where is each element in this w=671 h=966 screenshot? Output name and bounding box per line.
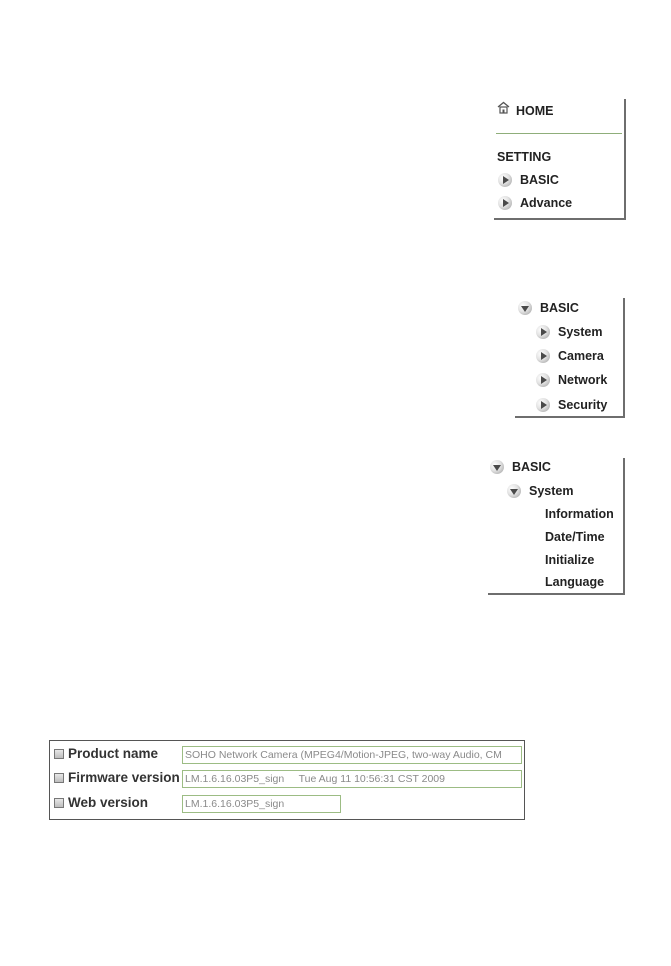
web-version-field[interactable]: LM.1.6.16.03P5_sign [182, 795, 341, 813]
web-version-row [54, 795, 148, 810]
firmware-version-field[interactable]: LM.1.6.16.03P5_sign Tue Aug 11 10:56:31 CST 2009 [182, 770, 522, 788]
home-link[interactable] [516, 103, 554, 119]
bullet-square-icon [54, 773, 64, 783]
system-header[interactable]: System [507, 483, 573, 499]
main-menu-panel [494, 99, 626, 220]
submenu-item-camera[interactable]: Camera [536, 348, 604, 364]
product-name-field[interactable]: SOHO Network Camera (MPEG4/Motion-JPEG, two-way Audio, CM [182, 746, 522, 764]
arrow-right-icon [498, 173, 512, 187]
menu-item-advance[interactable]: Advance [498, 195, 572, 211]
arrow-down-icon [507, 484, 521, 498]
menu-item-basic[interactable]: BASIC [498, 172, 559, 188]
arrow-right-icon [536, 373, 550, 387]
product-name-row [54, 746, 158, 761]
firmware-version-label: Firmware version [68, 770, 180, 785]
menu-divider [496, 133, 622, 134]
arrow-right-icon [536, 325, 550, 339]
arrow-down-icon [490, 460, 504, 474]
web-version-label: Web version [68, 795, 149, 810]
arrow-right-icon [498, 196, 512, 210]
arrow-down-icon [518, 301, 532, 315]
product-info-table [49, 740, 525, 820]
home-icon [497, 101, 510, 114]
bullet-square-icon [54, 749, 64, 759]
submenu-item-information[interactable]: Information [545, 507, 614, 521]
bullet-square-icon [54, 798, 64, 808]
arrow-right-icon [536, 398, 550, 412]
submenu-item-language[interactable]: Language [545, 575, 605, 589]
arrow-right-icon [536, 349, 550, 363]
submenu-item-security[interactable]: Security [536, 397, 607, 413]
submenu-item-system[interactable]: System [536, 324, 602, 340]
basic-menu-panel [515, 298, 625, 418]
submenu-item-initialize[interactable]: Initialize [545, 553, 595, 567]
home-label: HOME [516, 104, 554, 118]
product-name-label: Product name [68, 746, 159, 761]
basic-header[interactable]: BASIC [518, 300, 579, 316]
basic-header[interactable]: BASIC [490, 459, 551, 475]
submenu-item-datetime[interactable]: Date/Time [545, 530, 605, 544]
setting-heading: SETTING [497, 150, 552, 164]
firmware-version-row [54, 770, 180, 785]
submenu-item-network[interactable]: Network [536, 372, 607, 388]
system-menu-panel [488, 458, 625, 595]
